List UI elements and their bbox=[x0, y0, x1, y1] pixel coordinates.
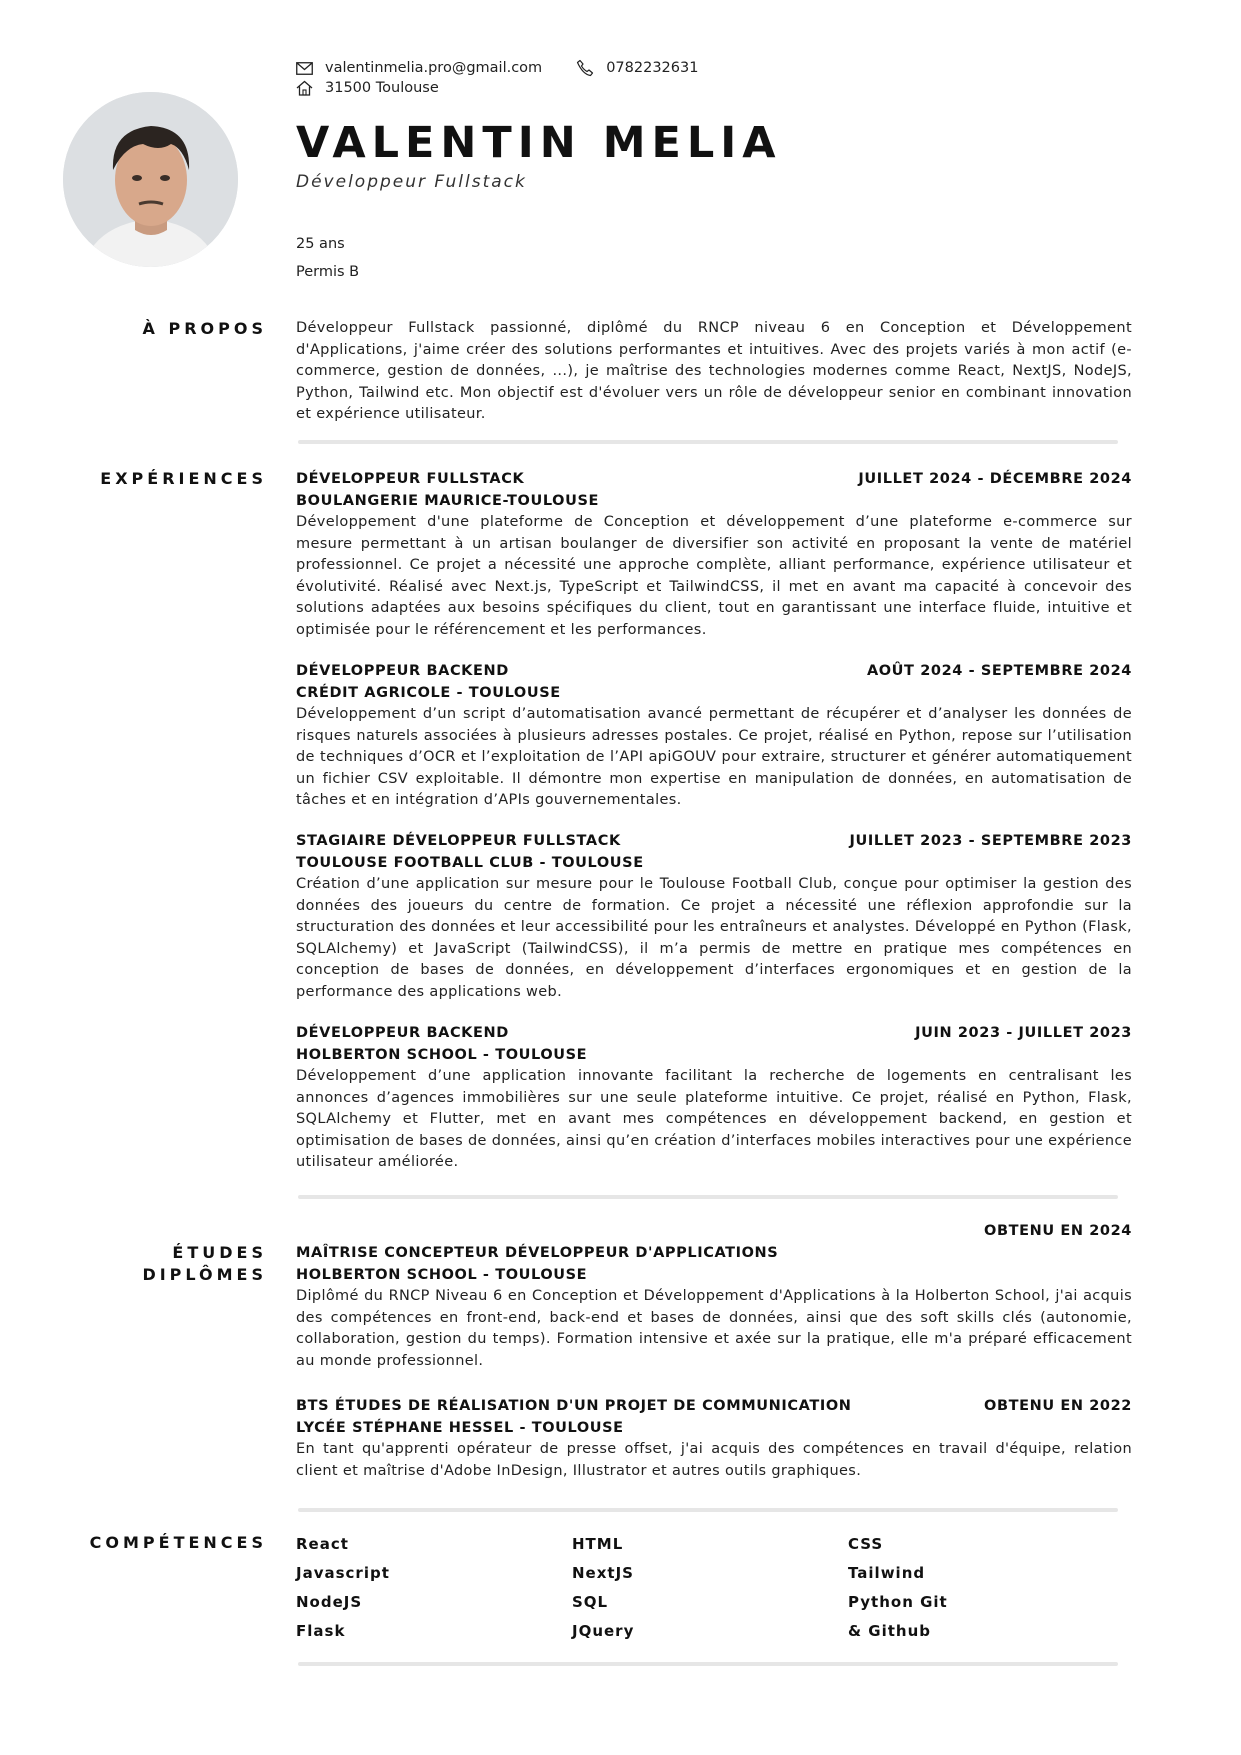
experience-date: JUILLET 2023 - SEPTEMBRE 2023 bbox=[849, 833, 1132, 849]
profile-photo bbox=[63, 92, 238, 267]
skills-grid bbox=[296, 1534, 1132, 1642]
experience-description: Développement d’une application innovante facilitant la recherche de logements en centralisant les annonces d’agences immobilières sur une seule plateforme intuitive. Ce projet, réalisé en Python, Flask, SQLAlchemy et Flutter, met en avant mes compétences en développement backend, en gestion et optimisation de bases de données, ainsi qu’en création d’interfaces mobiles interactives pour une expérience utilisateur améliorée. bbox=[296, 1068, 1132, 1170]
education-degree: BTS ÉTUDES DE RÉALISATION D'UN PROJET DE COMMUNICATION bbox=[296, 1398, 852, 1414]
experience-description: Création d’une application sur mesure pour le Toulouse Football Club, conçue pour optimiser la gestion des données des joueurs du centre de formation. Ce projet a nécessité une réflexion approfondie sur la structuration des données et leur accessibilité pour les entraîneurs et analystes. Développé en Python (Flask, SQLAlchemy) et JavaScript (TailwindCSS), il m’a permis de mettre en pratique mes compétences en conception de bases de données, en développement d’interfaces ergonomiques et en gestion de la performance des applications web. bbox=[296, 876, 1132, 1000]
skill-item: Tailwind bbox=[848, 1564, 926, 1582]
portrait-image bbox=[63, 92, 238, 267]
contact-block bbox=[296, 58, 732, 98]
experience-date: AOÛT 2024 - SEPTEMBRE 2024 bbox=[866, 663, 1132, 679]
divider bbox=[298, 1195, 1118, 1199]
education-description: En tant qu'apprenti opérateur de presse offset, j'ai acquis des compétences en travail d'équipe, relation client et maîtrise d'Adobe InDesign, Illustrator et autres outils graphiques. bbox=[296, 1441, 1132, 1479]
education-entry bbox=[296, 1220, 1132, 1395]
experience-title: EXPÉRIENCES bbox=[100, 469, 267, 488]
experience-company: HOLBERTON SCHOOL - TOULOUSE bbox=[296, 1047, 588, 1063]
skill-item: Python Git bbox=[848, 1593, 948, 1611]
age-text: 25 ans bbox=[296, 236, 345, 252]
about-text: Développeur Fullstack passionné, diplômé du RNCP niveau 6 en Conception et Développement d'Applications, j'aime créer des solutions performantes et intuitives. Avec des projets variés à mon actif (e-commerce, gestion de données, ...), je maîtrise des technologies modernes comme React, NextJS, NodeJS, Python, Tailwind etc. Mon objectif est d'évoluer vers un rôle de développeur senior en combinant innovation et expérience utilisateur. bbox=[296, 320, 1132, 422]
divider bbox=[298, 1662, 1118, 1666]
skill-item: SQL bbox=[572, 1593, 609, 1611]
experience-role: DÉVELOPPEUR BACKEND bbox=[296, 1025, 509, 1041]
experience-description: Développement d’un script d’automatisation avancé permettant de récupérer et d’analyser les données de risques naturels associées à plusieurs adresses postales. Ce projet, réalisé en Python, repose sur l’utilisation de techniques d’OCR et l’exploitation de l’API apiGOUV pour extraire, structurer et générer automatiquement un fichier CSV exploitable. Il démontre mon expertise en manipulation de données, en automatisation de tâches et en intégration d’APIs gouvernementales. bbox=[296, 706, 1132, 808]
education-degree: MAÎTRISE CONCEPTEUR DÉVELOPPEUR D'APPLICATIONS bbox=[296, 1245, 779, 1261]
education-title-line: ÉTUDES bbox=[172, 1243, 267, 1262]
education-date: OBTENU EN 2024 bbox=[984, 1223, 1132, 1239]
phone-text[interactable]: 0782232631 bbox=[606, 60, 699, 76]
personal-meta bbox=[296, 236, 359, 292]
experience-entry bbox=[296, 660, 1132, 830]
experience-entry bbox=[296, 830, 1132, 1022]
cv-header bbox=[0, 0, 1241, 300]
experience-company: BOULANGERIE MAURICE-TOULOUSE bbox=[296, 493, 600, 509]
about-title: À PROPOS bbox=[142, 319, 267, 338]
education-school: LYCÉE STÉPHANE HESSEL - TOULOUSE bbox=[296, 1420, 624, 1436]
experience-company: TOULOUSE FOOTBALL CLUB - TOULOUSE bbox=[296, 855, 644, 871]
experience-role: DÉVELOPPEUR BACKEND bbox=[296, 663, 509, 679]
skill-item: Flask bbox=[296, 1622, 346, 1640]
skill-item: React bbox=[296, 1535, 349, 1553]
experience-description: Développement d'une plateforme de Conception et développement d’une plateforme e-commerce sur mesure permettant à un artisan boulanger de diversifier son activité en proposant la vente de matériel professionnel. Ce projet a nécessité une approche complète, alliant performance, expérience utilisateur et évolutivité. Réalisé avec Next.js, TypeScript et TailwindCSS, il met en avant ma capacité à concevoir des solutions adaptées aux besoins spécifiques du client, tout en garantissant une interface fluide, intuitive et optimisée pour le référencement et les performances. bbox=[296, 514, 1132, 638]
email-text[interactable]: valentinmelia.pro@gmail.com bbox=[325, 60, 543, 76]
full-name: VALENTIN MELIA bbox=[296, 118, 782, 168]
education-title bbox=[142, 1242, 267, 1286]
experience-date: JUIN 2023 - JUILLET 2023 bbox=[915, 1025, 1132, 1041]
experience-entry bbox=[296, 468, 1132, 660]
email-icon bbox=[296, 62, 313, 75]
address-text: 31500 Toulouse bbox=[325, 80, 439, 96]
skill-item: NodeJS bbox=[296, 1593, 363, 1611]
skill-item: & Github bbox=[848, 1622, 932, 1640]
experience-entry bbox=[296, 1022, 1132, 1174]
divider bbox=[298, 1508, 1118, 1512]
experience-date: JUILLET 2024 - DÉCEMBRE 2024 bbox=[858, 471, 1132, 487]
job-role: Développeur Fullstack bbox=[296, 172, 527, 192]
education-entry bbox=[296, 1395, 1132, 1482]
experience-role: DÉVELOPPEUR FULLSTACK bbox=[296, 471, 525, 487]
education-school: HOLBERTON SCHOOL - TOULOUSE bbox=[296, 1267, 588, 1283]
education-title-line: DIPLÔMES bbox=[142, 1265, 267, 1284]
experience-company: CRÉDIT AGRICOLE - TOULOUSE bbox=[296, 685, 561, 701]
skill-item: Javascript bbox=[296, 1564, 390, 1582]
divider bbox=[298, 440, 1118, 444]
home-icon bbox=[296, 80, 313, 96]
education-date: OBTENU EN 2022 bbox=[984, 1398, 1132, 1414]
skill-item: HTML bbox=[572, 1535, 624, 1553]
skill-item: NextJS bbox=[572, 1564, 634, 1582]
skill-item: JQuery bbox=[572, 1622, 635, 1640]
phone-icon bbox=[576, 59, 594, 77]
skill-item: CSS bbox=[848, 1535, 884, 1553]
education-description: Diplômé du RNCP Niveau 6 en Conception et Développement d'Applications à la Holberton School, j'ai acquis des compétences en front-end, back-end et bases de données, ainsi que des soft skills clés (autonomie, collaboration, gestion du temps). Formation intensive et axée sur la pratique, elle m'a préparé efficacement au monde professionnel. bbox=[296, 1288, 1132, 1369]
skills-title: COMPÉTENCES bbox=[89, 1533, 267, 1552]
license-text: Permis B bbox=[296, 264, 360, 280]
experience-role: STAGIAIRE DÉVELOPPEUR FULLSTACK bbox=[296, 833, 621, 849]
